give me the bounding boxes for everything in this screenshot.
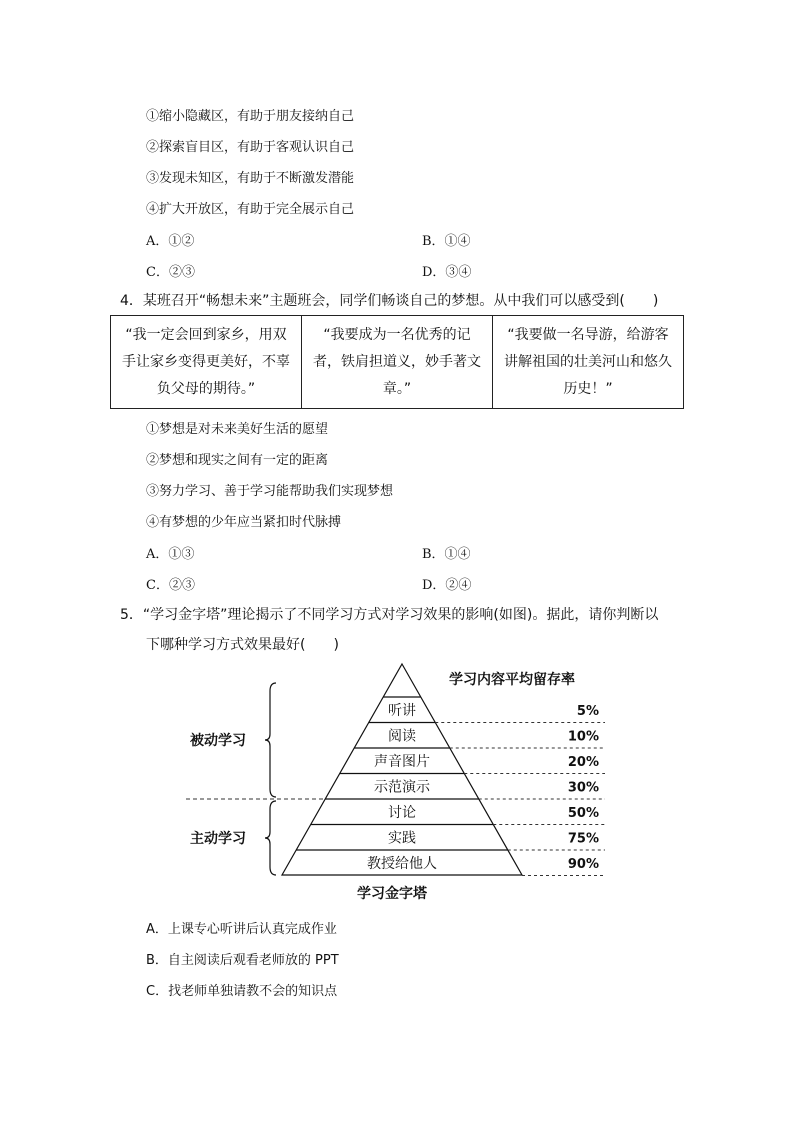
q3-option-d[interactable]: D．③④ <box>422 265 472 280</box>
q5-option-a[interactable]: A．上课专心听讲后认真完成作业 <box>146 922 337 937</box>
pyramid-level-label: 实践 <box>388 830 416 847</box>
retention-value-label: 75% <box>567 831 599 847</box>
passive-group-brace <box>265 683 276 797</box>
q5-option-b[interactable]: B．自主阅读后观看老师放的 PPT <box>146 953 339 968</box>
pyramid-level-label: 教授给他人 <box>367 855 437 872</box>
retention-value-label: 10% <box>567 729 599 745</box>
group-label-active: 主动学习 <box>190 831 246 847</box>
q3-statement-1: ①缩小隐藏区，有助于朋友接纳自己 <box>146 109 355 124</box>
pyramid-level-label: 示范演示 <box>374 779 430 796</box>
q5-stem-line2: 下哪种学习方式效果最好( ) <box>146 637 339 653</box>
q5-stem-line1: 5．“学习金字塔”理论揭示了不同学习方式对学习效果的影响(如图)。据此，请你判断以 <box>120 607 659 623</box>
pyramid-level-label: 听讲 <box>388 702 416 719</box>
q4-option-a[interactable]: A．①③ <box>146 547 195 562</box>
q4-quotes-table <box>110 315 684 409</box>
q5-option-c[interactable]: C．找老师单独请教不会的知识点 <box>146 984 338 999</box>
q4-option-c[interactable]: C．②③ <box>146 578 195 593</box>
retention-value-label: 90% <box>567 856 599 872</box>
retention-value-label: 20% <box>567 754 599 770</box>
q4-statement-2: ②梦想和现实之间有一定的距离 <box>146 453 329 468</box>
q4-stem: 4．某班召开“畅想未来”主题班会，同学们畅谈自己的梦想。从中我们可以感受到( ) <box>120 293 659 309</box>
pyramid-level-label: 阅读 <box>388 728 416 745</box>
pyramid-outline <box>282 664 522 875</box>
active-group-brace <box>265 801 276 875</box>
quote-cell-1: “我一定会回到家乡，用双手让家乡变得更美好，不辜负父母的期待。” <box>111 316 302 409</box>
q3-statement-2: ②探索盲目区，有助于客观认识自己 <box>146 140 355 155</box>
pyramid-level-label: 讨论 <box>388 804 416 821</box>
q4-option-d[interactable]: D．②④ <box>422 578 472 593</box>
q3-option-a[interactable]: A．①② <box>146 234 195 249</box>
q4-statement-1: ①梦想是对未来美好生活的愿望 <box>146 422 329 437</box>
quote-cell-3: “我要做一名导游，给游客讲解祖国的壮美河山和悠久历史！” <box>493 316 684 409</box>
q4-statement-3: ③努力学习、善于学习能帮助我们实现梦想 <box>146 484 394 499</box>
retention-value-label: 5% <box>576 703 599 719</box>
pyramid-level-label: 声音图片 <box>374 753 430 770</box>
group-label-passive: 被动学习 <box>190 733 246 749</box>
pyramid-caption: 学习金字塔 <box>357 886 427 902</box>
q3-option-c[interactable]: C．②③ <box>146 265 195 280</box>
q3-statement-4: ④扩大开放区，有助于完全展示自己 <box>146 202 355 217</box>
retention-column-header: 学习内容平均留存率 <box>449 672 575 688</box>
retention-value-label: 30% <box>567 780 599 796</box>
retention-value-label: 50% <box>567 805 599 821</box>
q4-statement-4: ④有梦想的少年应当紧扣时代脉搏 <box>146 515 342 530</box>
q4-option-b[interactable]: B．①④ <box>422 547 471 562</box>
quote-cell-2: “我要成为一名优秀的记者，铁肩担道义，妙手著文章。” <box>302 316 493 409</box>
q3-statement-3: ③发现未知区，有助于不断激发潜能 <box>146 171 355 186</box>
q3-option-b[interactable]: B．①④ <box>422 234 471 249</box>
